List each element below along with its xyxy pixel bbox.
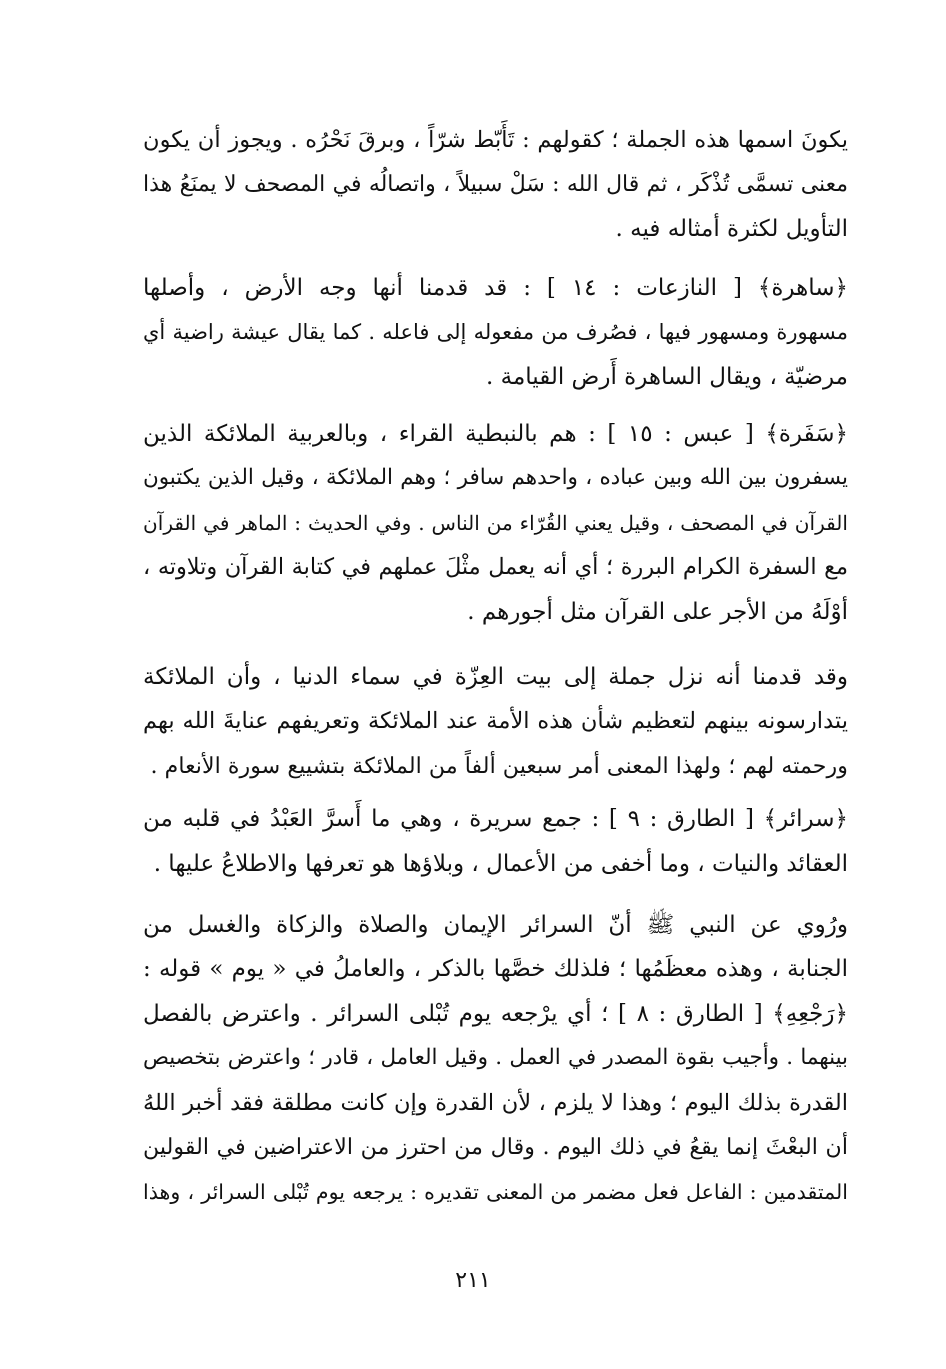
- paragraph-4: [143, 655, 848, 789]
- paragraph-1: [143, 118, 848, 252]
- text-line: القرآن في المصحف ، وقيل يعني القُرّاء من الناس . وفي الحديث : الماهر في القرآن: [143, 510, 848, 535]
- text-line: القدرة بذلك اليوم ؛ وهذا لا يلزم ، لأن القدرة وإن كانت مطلقة فقد أخبر اللهُ: [143, 1089, 848, 1116]
- text-line: الجنابة ، وهذه معظَمُها ؛ فلذلك خصَّها بالذكر ، والعاملُ في « يوم » قوله :: [143, 956, 848, 983]
- text-line: بينهما . وأجيب بقوة المصدر في العمل . وقيل العامل ، قادر ؛ واعترض بتخصيص: [143, 1045, 848, 1071]
- text-line: أن البعْثَ إنما يقعُ في ذلك اليوم . وقال من احترز من الاعتراضين في القولين: [143, 1134, 848, 1161]
- text-line: ﴿رَجْعِهِ﴾ [ الطارق : ٨ ] ؛ أي يرْجعه يوم تُبْلى السرائر . واعترض بالفصل: [143, 1000, 848, 1027]
- paragraph-3: [143, 412, 848, 635]
- text-line: معنى تسمَّى تُذْكَر ، ثم قال الله : سَلْ سبيلاً ، واتصالُه في المصحف لا يمنَعُ هذا: [143, 171, 848, 197]
- text-line: ﴿سرائر﴾ [ الطارق : ٩ ] : جمع سريرة ، وهي ما أَسرَّ العَبْدُ في قلبه من: [143, 806, 848, 833]
- text-line: يتدارسونه بينهم لتعظيم شأن هذه الأمة عند الملائكة وتعريفهم عنايةَ الله بهم: [143, 708, 848, 735]
- text-line: التأويل لكثرة أمثاله فيه .: [615, 216, 848, 243]
- paragraph-2: [143, 266, 848, 400]
- page-number: ٢١١: [455, 1268, 491, 1293]
- text-line: المتقدمين : الفاعل فعل مضمر من المعنى تقديره : يرجعه يوم تُبْلى السرائر ، وهذا: [143, 1180, 848, 1205]
- text-line: ﴿سَفَرة﴾ [ عبس : ١٥ ] : هم بالنبطية القراء ، وبالعربية الملائكة الذين: [143, 420, 848, 447]
- text-line: أوْلَهُ من الأجر على القرآن مثل أجورهم .: [467, 598, 848, 625]
- page-body: [143, 118, 848, 1215]
- text-line: العقائد والنيات ، وما أخفى من الأعمال ، وبلاؤها هو تعرفها والاطلاعُ عليها .: [153, 850, 848, 877]
- paragraph-6: [143, 903, 848, 1215]
- text-line: ورُوي عن النبي ﷺ أنّ السرائر الإيمان والصلاة والزكاة والغسل من: [143, 911, 848, 938]
- text-line: ورحمته لهم ؛ ولهذا المعنى أمر سبعين ألفاً من الملائكة بتشييع سورة الأنعام .: [150, 752, 848, 779]
- text-line: مع السفرة الكرام البررة ؛ أي أنه يعمل مثْلَ عملهم في كتابة القرآن وتلاوته ،: [143, 554, 848, 581]
- text-line: يسفرون بين الله وبين عباده ، واحدهم سافر ؛ وهم الملائكة ، وقيل الذين يكتبون: [143, 465, 848, 491]
- paragraph-5: [143, 797, 848, 886]
- text-line: وقد قدمنا أنه نزل جملة إلى بيت العِزّة في سماء الدنيا ، وأن الملائكة: [143, 663, 848, 690]
- text-line: يكونَ اسمها هذه الجملة ؛ كقولهم : تَأَبّط شرّاً ، وبرقَ نَحْرُه . ويجوز أن يكون: [143, 127, 848, 153]
- text-line: مرضيّة ، ويقال الساهرة أَرض القيامة .: [485, 363, 848, 390]
- text-line: مسهورة ومسهور فيها ، فصُرف من مفعوله إلى فاعله . كما يقال عيشة راضية أي: [143, 319, 848, 345]
- text-line: ﴿ساهرة﴾ [ النازعات : ١٤ ] : قد قدمنا أنها وجه الأرض ، وأصلها: [143, 274, 849, 301]
